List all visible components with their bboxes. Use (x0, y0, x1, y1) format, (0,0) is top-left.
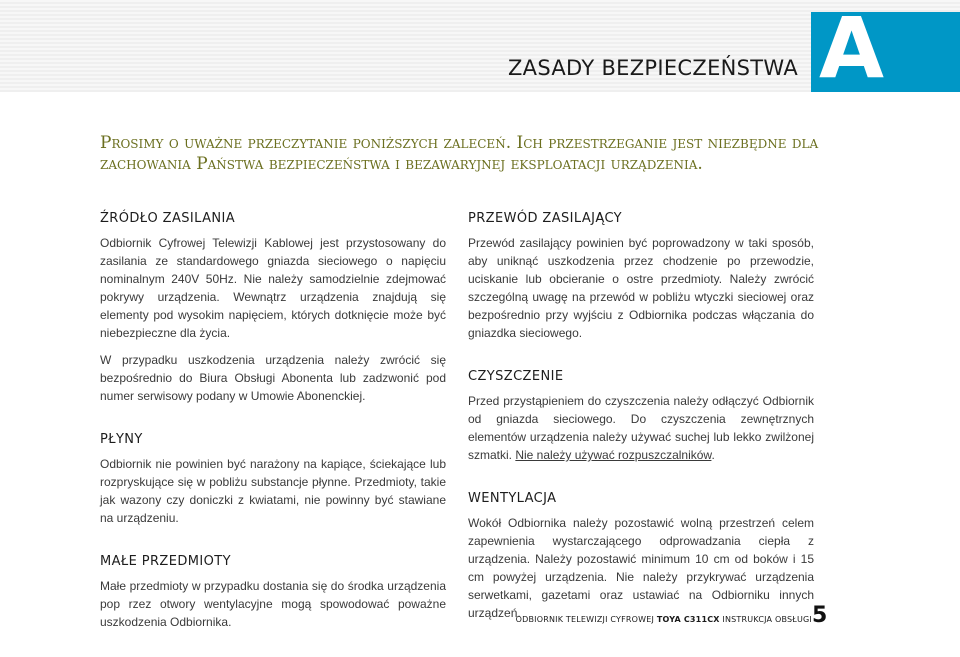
section-liquids (100, 431, 446, 527)
cleaning-text: Przed przystąpieniem do czyszczenia należy odłączyć Odbiornik od gniazda sieciowego. Do czyszczenia zewnętrznych elementów urządzenia należy używać suchej lub lekko zwilżonej szmatki. (468, 394, 814, 462)
section-cleaning (468, 368, 814, 464)
footer-prefix: ODBIORNIK TELEWIZJI CYFROWEJ (515, 615, 655, 624)
section-paragraph: Przewód zasilający powinien być poprowadzony w taki sposób, aby uniknąć uszkodzenia przez chodzenie po przewodzie, uciskanie lub obcieranie o ostre przedmioty. Należy zwrócić szczególną uwagę na przewód w pobliżu wtyczki sieciowej oraz bezpośrednio przy wyjściu z Odbiornika podczas włączania do gniazdka sieciowego. (468, 236, 814, 340)
section-badge (811, 12, 960, 92)
section-paragraph: W przypadku uszkodzenia urządzenia należy zwrócić się bezpośrednio do Biura Obsługi Abonenta lub zadzwonić pod numer serwisowy podany w Umowie Abonenckiej. (100, 353, 446, 403)
footer-model: TOYA C311CX (656, 615, 720, 624)
footer-suffix: INSTRUKCJA OBSŁUGI (722, 615, 812, 624)
section-badge-letter: A (819, 12, 885, 92)
section-paragraph: Wokół Odbiornika należy pozostawić wolną przestrzeń celem zapewnienia wystarczającego odprowadzania ciepła z urządzenia. Należy pozostawić minimum 10 cm od boków i 15 cm powyżej urządzenia. Nie należy przykrywać urządzenia serwetkami, gazetami oraz ustawiać na Odbiorniku innych urządzeń. (468, 516, 814, 620)
section-heading: PRZEWÓD ZASILAJĄCY (468, 211, 623, 226)
section-heading: WENTYLACJA (468, 491, 557, 506)
section-paragraph: Odbiornik Cyfrowej Telewizji Kablowej jest przystosowany do zasilania ze standardowego gniazda sieciowego o napięciu nominalnym 240V 50Hz. Nie należy samodzielnie zdejmować pokrywy urządzenia. Wewnątrz urządzenia znajdują się elementy pod wysokim napięciem, których dotknięcie może być niebezpieczne dla życia. (100, 236, 446, 340)
section-heading: CZYSZCZENIE (468, 369, 564, 384)
left-column (100, 210, 446, 657)
section-power-cord (468, 210, 814, 342)
section-small-objects (100, 553, 446, 631)
section-paragraph: Odbiornik nie powinien być narażony na kapiące, ściekające lub rozpryskujące się w pobliżu substancje płynne. Przedmioty, takie jak wazony czy doniczki z kwiatami, nie powinny być stawiane na urządzeniu. (100, 457, 446, 525)
footer-text (516, 615, 812, 624)
intro-text: Prosimy o uważne przeczytanie poniższych zaleceń. Ich przestrzeganie jest niezbędne dla zachowania Państwa bezpieczeństwa i bezawaryjnej eksploatacji urządzenia. (100, 133, 819, 174)
cleaning-warning: Nie należy używać rozpuszczalników (515, 448, 712, 462)
section-heading: PŁYNY (100, 432, 143, 447)
section-heading: MAŁE PRZEDMIOTY (100, 554, 231, 569)
cleaning-text-end: . (711, 448, 715, 462)
page-number: 5 (812, 603, 828, 628)
section-power-source (100, 210, 446, 405)
section-paragraph: Małe przedmioty w przypadku dostania się do środka urządzenia pop rzez otwory wentylacyjne mogą spowodować poważne uszkodzenia Odbiornika. (100, 579, 446, 629)
section-ventilation (468, 490, 814, 622)
page-title: ZASADY BEZPIECZEŃSTWA (507, 56, 798, 80)
section-heading: ŹRÓDŁO ZASILANIA (100, 211, 236, 226)
right-column (468, 210, 814, 648)
section-paragraph (468, 392, 814, 464)
